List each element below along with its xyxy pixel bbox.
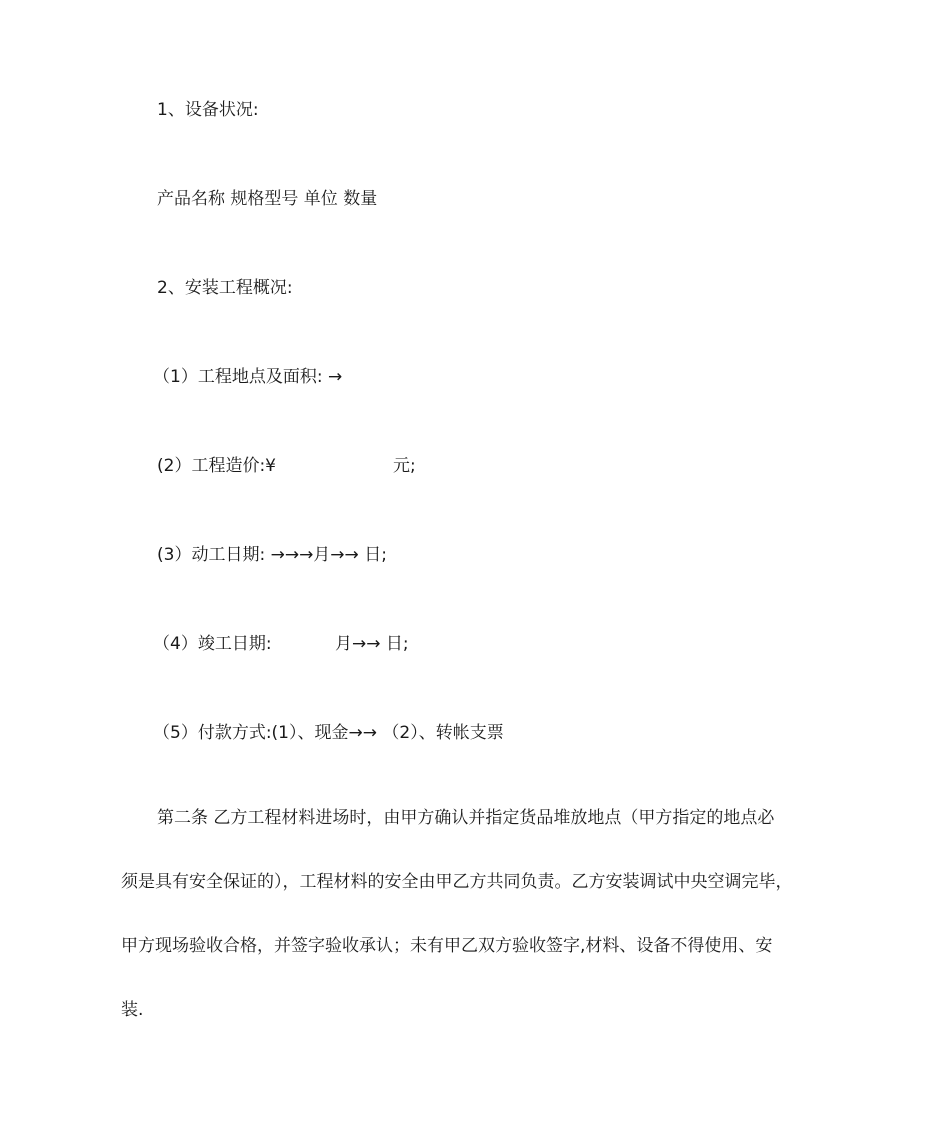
item-location-area: （1）工程地点及面积: → (153, 367, 343, 387)
article2-line: 装. (121, 1000, 144, 1020)
item-start-date: (3）动工日期: →→→月→→ 日; (157, 545, 387, 565)
section2-heading: 2、安装工程概况: (157, 278, 293, 298)
section1-heading: 1、设备状况: (157, 100, 259, 120)
article2-line: 第二条 乙方工程材料进场时，由甲方确认并指定货品堆放地点（甲方指定的地点必 (157, 808, 775, 828)
project-cost-unit: 元; (393, 456, 416, 476)
item-project-cost: (2）工程造价:¥ (157, 456, 276, 476)
article2-line: 须是具有安全保证的），工程材料的安全由甲乙方共同负责。乙方安装调试中央空调完毕， (121, 872, 793, 892)
completion-date-tail: 月→→ 日; (335, 634, 409, 654)
item-completion-date: （4）竣工日期: (153, 634, 272, 654)
item-payment-method: （5）付款方式:(1）、现金→→ （2）、转帐支票 (153, 723, 504, 743)
equipment-table-header: 产品名称 规格型号 单位 数量 (157, 189, 378, 209)
article2-paragraph (121, 806, 833, 1062)
article2-line: 甲方现场验收合格，并签字验收承认；未有甲乙双方验收签字,材料、设备不得使用、安 (121, 936, 773, 956)
